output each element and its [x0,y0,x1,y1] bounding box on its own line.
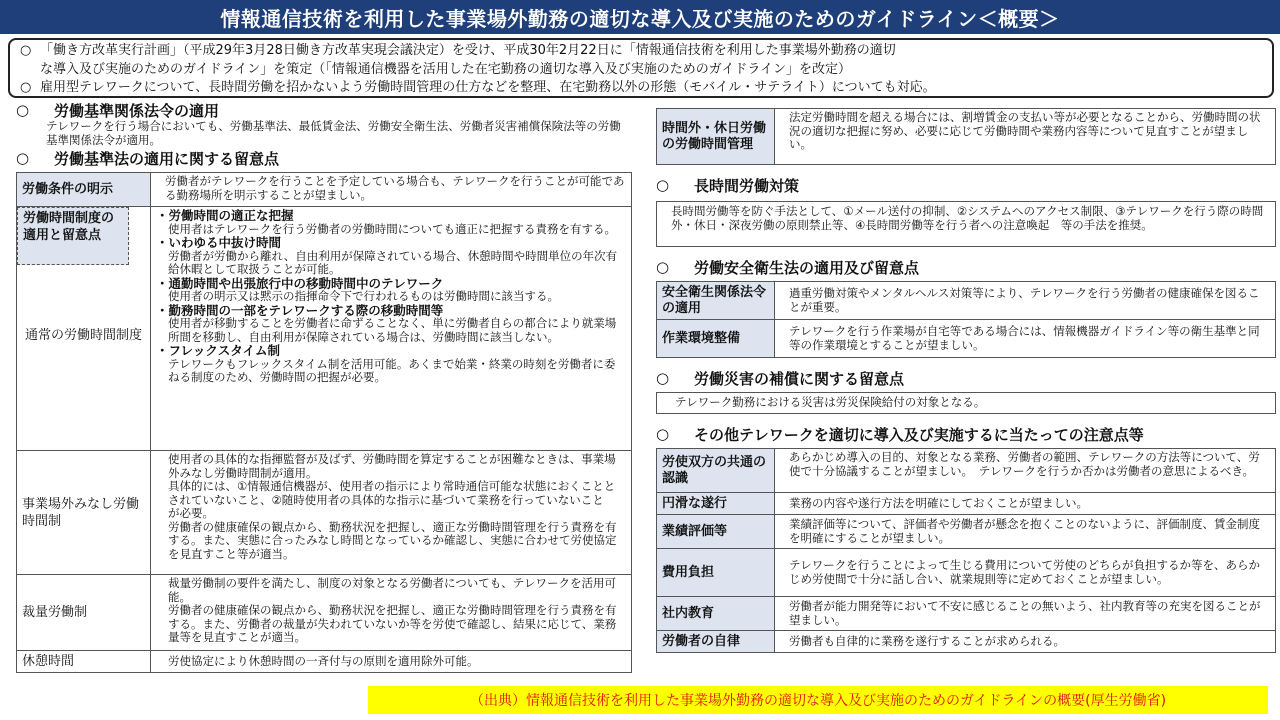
row-label-cost: 費用負担 [657,549,775,597]
row-label-work-environment: 作業環境整備 [657,320,775,358]
row-label-working-conditions: 労働条件の明示 [17,173,151,207]
section-heading-lsa-notes: ○ 労働基準法の適用に関する留意点 [16,149,280,168]
row-text-smooth-execution: 業務の内容や遂行方法を明確にしておくことが望ましい。 [775,493,1276,515]
row-label-break: 休憩時間 [17,651,151,673]
row-label-training: 社内教育 [657,597,775,631]
row-label-time-system: 労働時間制度の適用と留意点 [17,207,129,265]
row-label-performance: 業績評価等 [657,515,775,549]
row-text-training: 労働者が能力開発等において不安に感じることの無いよう、社内教育等の充実を図ることが望ましい。 [775,597,1276,631]
intro-line-3 [20,79,1262,98]
row-text-overtime: 法定労働時間を超える場合には、割増賃金の支払い等が必要となることから、労働時間の状況の適切な把握に努め、必要に応じて労働時間や業務内容等について見直すことが望ましい。 [775,109,1276,165]
lsa-table [16,172,632,673]
right-column [656,100,1276,653]
row-label-autonomy: 労働者の自律 [657,631,775,653]
bullet-mark: ○ [20,80,32,95]
section-heading-compensation: ○ 労働災害の補償に関する留意点 [656,369,905,388]
intro-text-2: な導入及び実施のためのガイドライン」を策定（「情報通信機器を活用した在宅勤務の適切な導入及び実施のためのガイドライン」を改定） [40,61,851,77]
other-table [656,448,1276,653]
row-label-discretionary: 裁量労働制 [17,575,151,651]
intro-box [8,38,1274,98]
labor-law-text: テレワークを行う場合においても、労働基準法、最低賃金法、労働安全衛生法、労働者災害補償保険法等の労働基準関係法令が適用。 [46,119,621,147]
row-label-safety-law: 安全衛生関係法令の適用 [657,282,775,320]
row-label-smooth-execution: 円滑な遂行 [657,493,775,515]
row-text-deemed-time: 使用者の具体的な指揮監督が及ばず、労働時間を算定することが困難なときは、事業場外みなし労働時間制が適用。 具体的には、①情報通信機器が、使用者の指示により常時通信可能な状態におくこととされていないこと、②随時使用者の具体的な指示に基づいて業務を行っていないこと が必要。 労働者の健康確保の観点から、勤務状況を把握し、適正な労働時間管理を行う責務を有する。また、実態に合ったみなし時間となっているか確認し、実態に合わせて労使協定を見直すこと等が適当。 [151,451,632,575]
row-label-overtime: 時間外・休日労働の労働時間管理 [657,109,775,165]
section-heading-long-hours: ○ 長時間労働対策 [656,176,800,195]
row-label-shared-understanding: 労使双方の共通の認識 [657,449,775,493]
bullet-mark: ○ [20,43,32,58]
compensation-text: テレワーク勤務における災害は労災保険給付の対象となる。 [656,392,1276,414]
intro-line-2 [20,61,1262,80]
left-column [16,100,632,673]
row-text-shared-understanding: あらかじめ導入の目的、対象となる業務、労働者の範囲、テレワークの方法等について、労使で十分協議することが望ましい。 テレワークを行うか否かは労働者の意思によるべき。 [775,449,1276,493]
row-text-discretionary: 裁量労働制の要件を満たし、制度の対象となる労働者についても、テレワークを活用可能。 労働者の健康確保の観点から、勤務状況を把握し、適正な労働時間管理を行う責務を有する。また、労働者の裁量が失われていないか等を労使で確認し、結果に応じて、業務量等を見直すことが適当。 [151,575,632,651]
row-text-working-conditions: 労働者がテレワークを行うことを予定している場合も、テレワークを行うことが可能である勤務場所を明示することが望ましい。 [151,173,632,207]
section-heading-labor-law: ○ 労働基準関係法令の適用 [16,101,220,120]
long-hours-text: 長時間労働等を防ぐ手法として、①メール送付の抑制、②システムへのアクセス制限、③テレワークを行う際の時間外・休日・深夜労働の原則禁止等、④長時間労働等を行う者への注意喚起 等の手法を推奨。 [656,201,1276,247]
row-text-cost: テレワークを行うことによって生じる費用について労使のどちらが負担するか等を、あらかじめ労使間で十分に話し合い、就業規則等に定めておくことが望ましい。 [775,549,1276,597]
overtime-table [656,108,1276,165]
row-text-normal-time: ・労働時間の適正な把握 使用者はテレワークを行う労働者の労働時間についても適正に把握する責務を有する。 ・いわゆる中抜け時間 労働者が労働から離れ、自由利用が保障されている場合、休憩時間や時間単位の年次有給休暇として取扱うことが可能。 ・通勤時間や出張旅行中の移動時間中のテレワーク 使用者の明示又は黙示の指揮命令下で行われるものは労働時間に該当する。 ・勤務時間の一部をテレワークする際の移動時間等 使用者が移動することを労働者に命ずることなく、単に労働者自らの都合により就業場所間を移動し、自由利用が保障されている場合は、労働時間に該当しない。 ・フレックスタイム制 テレワークもフレックスタイム制を活用可能。あくまで始業・終業の時刻を労働者に委ねる制度のため、労働時間の把握が必要。 [151,207,632,451]
row-label-deemed-time: 事業場外みなし労働時間制 [17,451,151,575]
section-heading-safety: ○ 労働安全衛生法の適用及び留意点 [656,258,920,277]
page-title: 情報通信技術を利用した事業場外勤務の適切な導入及び実施のためのガイドライン＜概要＞ [0,0,1280,34]
intro-line-1 [20,42,1262,61]
row-text-performance: 業績評価等について、評価者や労働者が懸念を抱くことのないように、評価制度、賃金制度を明確にすることが望ましい。 [775,515,1276,549]
row-label-normal-time: 通常の労働時間制度 [25,328,143,343]
source-note: （出典）情報通信技術を利用した事業場外勤務の適切な導入及び実施のためのガイドラインの概要(厚生労働省) [368,686,1268,714]
row-text-break: 労使協定により休憩時間の一斉付与の原則を適用除外可能。 [151,651,632,673]
row-text-work-environment: テレワークを行う作業場が自宅等である場合には、情報機器ガイドライン等の衛生基準と同等の作業環境とすることが望ましい。 [775,320,1276,358]
safety-table [656,281,1276,358]
intro-text-1: 「働き方改革実行計画」（平成29年3月28日働き方改革実現会議決定）を受け、平成30年2月22日に「情報通信技術を利用した事業場外勤務の適切 [40,43,896,58]
intro-text-3: 雇用型テレワークについて、長時間労働を招かないよう労働時間管理の仕方などを整理、在宅勤務以外の形態（モバイル・サテライト）についても対応。 [40,80,936,95]
row-text-autonomy: 労働者も自律的に業務を遂行することが求められる。 [775,631,1276,653]
section-heading-other: ○ その他テレワークを適切に導入及び実施するに当たっての注意点等 [656,425,1144,444]
row-text-safety-law: 過重労働対策やメンタルヘルス対策等により、テレワークを行う労働者の健康確保を図ることが重要。 [775,282,1276,320]
